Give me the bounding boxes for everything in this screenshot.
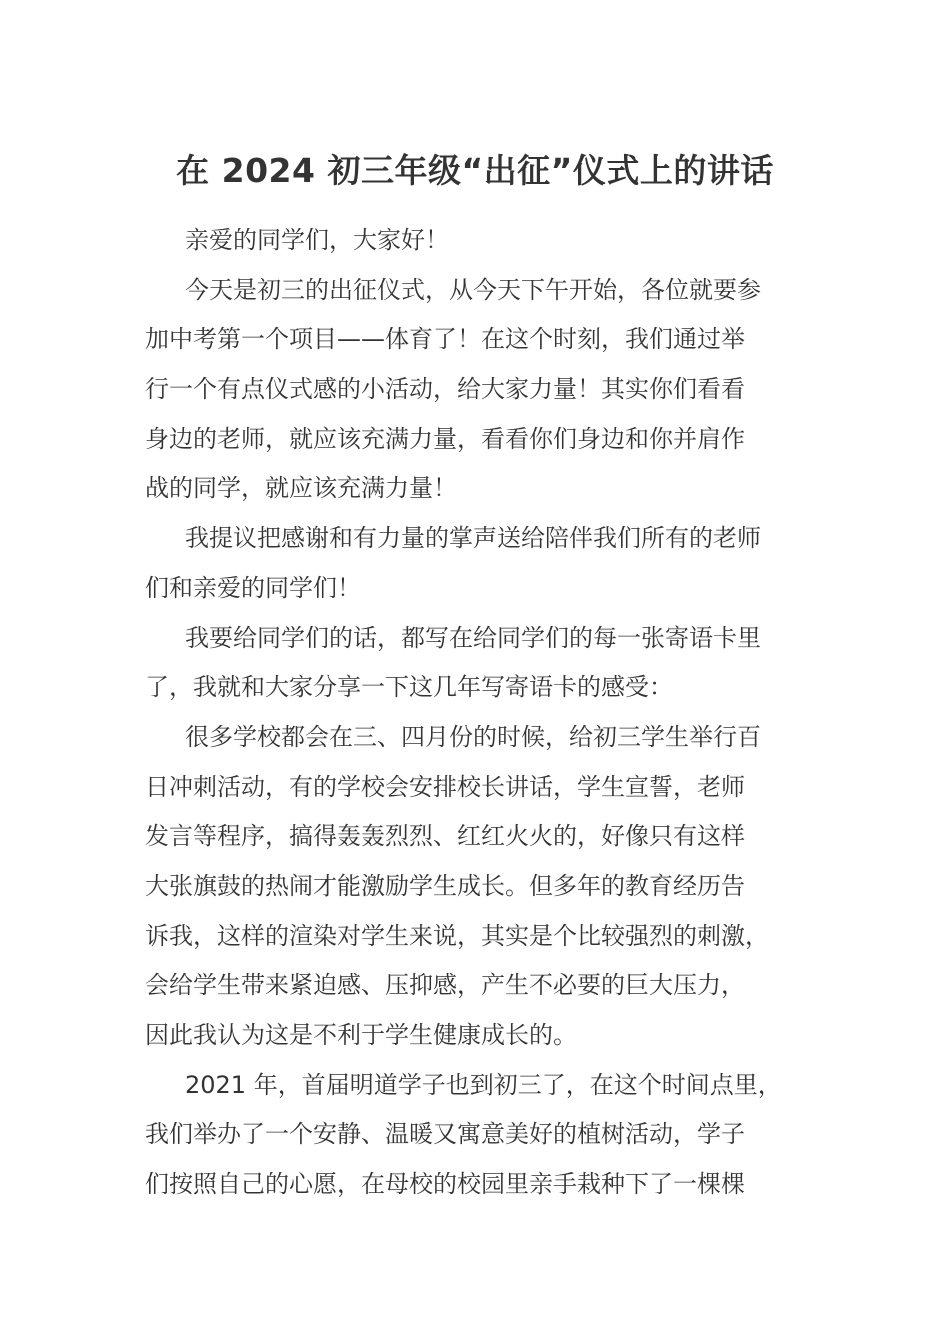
paragraph-line: 诉我，这样的渲染对学生来说，其实是个比较强烈的刺激， bbox=[145, 921, 769, 950]
paragraph-line: 亲爱的同学们，大家好！ bbox=[185, 226, 449, 254]
paragraph-line: 身边的老师，就应该充满力量，看看你们身边和你并肩作 bbox=[145, 424, 745, 453]
paragraph-line: 2021 年，首届明道学子也到初三了，在这个时间点里， bbox=[185, 1070, 782, 1099]
paragraph-line: 我们举办了一个安静、温暖又寓意美好的植树活动，学子 bbox=[145, 1120, 745, 1149]
paragraph-line: 我提议把感谢和有力量的掌声送给陪伴我们所有的老师 bbox=[185, 524, 761, 553]
paragraph-line: 大张旗鼓的热闹才能激励学生成长。但多年的教育经历告 bbox=[145, 871, 745, 900]
paragraph-line: 行一个有点仪式感的小活动，给大家力量！其实你们看看 bbox=[145, 375, 745, 404]
paragraph-line: 我要给同学们的话，都写在给同学们的每一张寄语卡里 bbox=[185, 623, 761, 652]
paragraph-line: 加中考第一个项目——体育了！在这个时刻，我们通过举 bbox=[145, 325, 745, 354]
paragraph-line: 日冲刺活动，有的学校会安排校长讲话，学生宣誓，老师 bbox=[145, 772, 745, 801]
paragraph-line: 发言等程序，搞得轰轰烈烈、红红火火的，好像只有这样 bbox=[145, 822, 745, 851]
document-title: 在 2024 初三年级“出征”仪式上的讲话 bbox=[176, 151, 774, 190]
document-body bbox=[145, 216, 825, 1210]
paragraph-line: 战的同学，就应该充满力量！ bbox=[145, 474, 457, 503]
paragraph-line: 今天是初三的出征仪式，从今天下午开始，各位就要参 bbox=[185, 275, 761, 304]
paragraph-line: 很多学校都会在三、四月份的时候，给初三学生举行百 bbox=[185, 722, 761, 751]
paragraph-line: 因此我认为这是不利于学生健康成长的。 bbox=[145, 1021, 577, 1049]
paragraph-line: 会给学生带来紧迫感、压抑感，产生不必要的巨大压力， bbox=[145, 971, 745, 1000]
paragraph-line: 了，我就和大家分享一下这几年写寄语卡的感受： bbox=[145, 673, 673, 702]
paragraph-line: 们按照自己的心愿，在母校的校园里亲手栽种下了一棵棵 bbox=[145, 1170, 745, 1199]
paragraph-line: 们和亲爱的同学们！ bbox=[145, 573, 361, 602]
